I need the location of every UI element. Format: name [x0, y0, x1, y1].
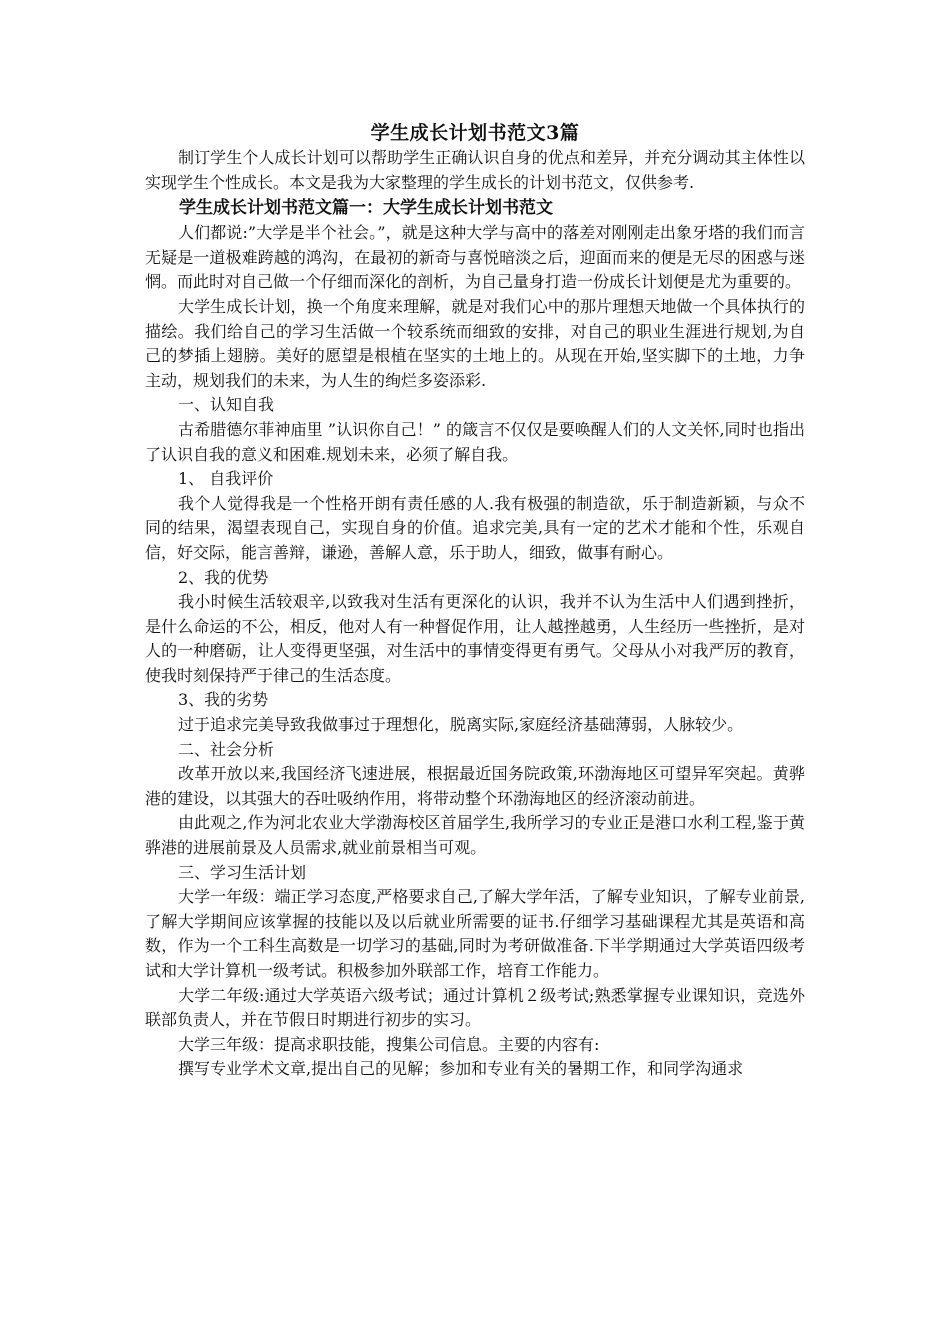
paragraph-year-three: 大学三年级：提高求职技能，搜集公司信息。主要的内容有:: [178, 1034, 600, 1054]
document-page: [145, 120, 805, 1082]
paragraph-strengths: 我小时候生活较艰辛,以致我对生活有更深化的认识，我并不认为生活中人们遇到挫折，是什么命运的不公，相反，他对人有一种督促作用，让人越挫越勇，人生经历一些挫折，是对人的一种磨砺，让人变得更坚强，对生活中的事情变得更有勇气。父母从小对我严厉的教育，使我时刻保持严于律己的生活态度。: [145, 592, 805, 685]
paragraph-year-one: 大学一年级：端正学习态度,严格要求自己,了解大学年活，了解专业知识，了解专业前景,了解大学期间应该掌握的技能以及以后就业所需要的证书.仔细学习基础课程尤其是英语和高数，作为一个工科生高数是一切学习的基础,同时为考研做准备.下半学期通过大学英语四级考试和大学计算机一级考试。积极参加外联部工作，培育工作能力。: [145, 887, 805, 980]
paragraph-know-yourself: 古希腊德尔菲神庙里 ”认识你自己！” 的箴言不仅仅是要唤醒人们的人文关怀,同时也指出了认识自我的意义和困难.规划未来，必须了解自我。: [145, 419, 805, 464]
document-title: 学生成长计划书范文3篇: [370, 122, 580, 144]
heading-self-evaluation: 1、 自我评价: [178, 469, 274, 489]
paragraph-weaknesses: 过于追求完美导致我做事过于理想化，脱离实际,家庭经济基础薄弱，人脉较少。: [178, 715, 744, 735]
paragraph-growth-plan: 大学生成长计划，换一个角度来理解，就是对我们心中的那片理想天地做一个具体执行的描绘。我们给自己的学习生活做一个较系统而细致的安排，对自己的职业生涯进行规划,为自己的梦插上翅膀。美好的愿望是根植在坚实的土地上的。从现在开始,坚实脚下的土地，力争主动，规划我们的未来，为人生的绚烂多姿添彩.: [145, 296, 805, 390]
paragraph-self-evaluation: 我个人觉得我是一个性格开朗有责任感的人.我有极强的制造欲，乐于制造新颖，与众不同的结果，渴望表现自己，实现自身的价值。追求完美,具有一定的艺术才能和个性，乐观自信，好交际，能言善辩，谦逊，善解人意，乐于助人，细致，做事有耐心。: [145, 493, 805, 562]
paragraph-writing: 撰写专业学术文章,提出自己的见解；参加和专业有关的暑期工作，和同学沟通求: [178, 1059, 744, 1079]
heading-self-cognition: 一、认知自我: [178, 395, 275, 415]
heading-social-analysis: 二、社会分析: [178, 739, 275, 759]
paragraph-economy: 改革开放以来,我国经济飞速进展，根据最近国务院政策,环渤海地区可望异军突起。黄骅港的建设，以其强大的吞吐吸纳作用，将带动整个环渤海地区的经济滚动前进。: [145, 764, 805, 808]
paragraph-employment: 由此观之,作为河北农业大学渤海校区首届学生,我所学习的专业正是港口水利工程,鉴于黄骅港的进展前景及人员需求,就业前景相当可观。: [145, 813, 805, 858]
paragraph-university-society: 人们都说:”大学是半个社会。”，就是这种大学与高中的落差对刚刚走出象牙塔的我们而言无疑是一道极难跨越的鸿沟，在最初的新奇与喜悦暗淡之后，迎面而来的便是无尽的困惑与迷惘。而此时对自己做一个仔细而深化的剖析，为自己量身打造一份成长计划便是尤为重要的。: [145, 223, 805, 292]
paragraph-year-two: 大学二年级:通过大学英语六级考试；通过计算机２级考试;熟悉掌握专业课知识，竞选外联部负责人，并在节假日时期进行初步的实习。: [145, 985, 805, 1030]
intro-paragraph: 制订学生个人成长计划可以帮助学生正确认识自身的优点和差异，并充分调动其主体性以实现学生个性成长。本文是我为大家整理的学生成长的计划书范文，仅供参考.: [145, 148, 805, 192]
section-title: 学生成长计划书范文篇一：大学生成长计划书范文: [179, 198, 553, 219]
heading-weaknesses: 3、我的劣势: [178, 690, 269, 710]
heading-strengths: 2、我的优势: [178, 567, 269, 587]
heading-study-plan: 三、学习生活计划: [178, 862, 307, 882]
